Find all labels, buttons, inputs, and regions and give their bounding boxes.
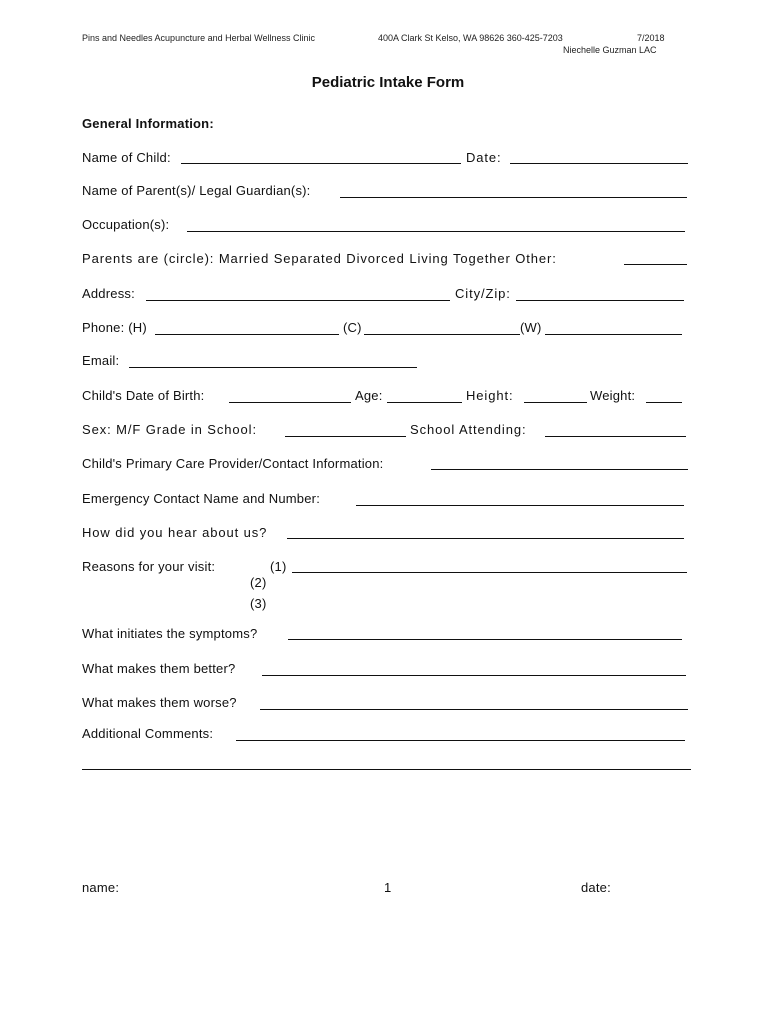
occupation-label: Occupation(s): [82, 217, 170, 232]
dob-field[interactable] [229, 402, 351, 403]
phone-cell-field[interactable] [364, 334, 520, 335]
parent-name-field[interactable] [340, 197, 687, 198]
parent-name-label: Name of Parent(s)/ Legal Guardian(s): [82, 183, 311, 198]
emergency-contact-label: Emergency Contact Name and Number: [82, 491, 321, 506]
reason-2-label: (2) [250, 575, 267, 590]
parents-status-other-field[interactable] [624, 264, 687, 265]
age-label: Age: [355, 388, 383, 403]
phone-work-label: (W) [520, 320, 542, 335]
reason-1-label: (1) [270, 559, 287, 574]
page-title: Pediatric Intake Form [311, 74, 465, 91]
phone-cell-label: (C) [343, 320, 362, 335]
address-field[interactable] [146, 300, 450, 301]
reason-3-label: (3) [250, 596, 267, 611]
clinic-address-phone: 400A Clark St Kelso, WA 98626 360-425-7203 [378, 33, 563, 43]
symptom-initiators-label: What initiates the symptoms? [82, 626, 258, 641]
occupation-field[interactable] [187, 231, 685, 232]
email-label: Email: [82, 353, 120, 368]
worsening-label: What makes them worse? [82, 695, 237, 710]
child-name-label: Name of Child: [82, 150, 171, 165]
city-zip-field[interactable] [516, 300, 684, 301]
reason-1-field[interactable] [292, 572, 687, 573]
child-name-field[interactable] [181, 163, 461, 164]
phone-work-field[interactable] [545, 334, 682, 335]
symptom-initiators-field[interactable] [288, 639, 682, 640]
header-date: 7/2018 [637, 33, 665, 43]
referral-label: How did you hear about us? [82, 525, 268, 540]
pcp-label: Child's Primary Care Provider/Contact Information: [82, 456, 384, 471]
height-field[interactable] [524, 402, 587, 403]
emergency-contact-field[interactable] [356, 505, 684, 506]
school-field[interactable] [545, 436, 686, 437]
referral-field[interactable] [287, 538, 684, 539]
clinic-name: Pins and Needles Acupuncture and Herbal Wellness Clinic [82, 33, 315, 43]
age-field[interactable] [387, 402, 462, 403]
comments-field[interactable] [236, 740, 685, 741]
email-field[interactable] [129, 367, 417, 368]
improvements-field[interactable] [262, 675, 686, 676]
parents-status-label: Parents are (circle): Married Separated Divorced Living Together Other: [82, 251, 557, 266]
footer-name-label: name: [82, 880, 120, 895]
weight-field[interactable] [646, 402, 682, 403]
improvements-label: What makes them better? [82, 661, 236, 676]
dob-label: Child's Date of Birth: [82, 388, 205, 403]
phone-home-label: Phone: (H) [82, 320, 147, 335]
grade-field[interactable] [285, 436, 406, 437]
weight-label: Weight: [590, 388, 636, 403]
comments-field-line-2[interactable] [82, 769, 691, 770]
practitioner-name: Niechelle Guzman LAC [563, 45, 657, 55]
address-label: Address: [82, 286, 135, 301]
school-label: School Attending: [410, 422, 527, 437]
pcp-field[interactable] [431, 469, 688, 470]
worsening-field[interactable] [260, 709, 688, 710]
city-zip-label: City/Zip: [455, 286, 511, 301]
date-label: Date: [466, 150, 502, 165]
section-heading-general: General Information: [82, 116, 214, 131]
phone-home-field[interactable] [155, 334, 339, 335]
reasons-label: Reasons for your visit: [82, 559, 216, 574]
page-number: 1 [384, 880, 392, 895]
date-field[interactable] [510, 163, 688, 164]
sex-grade-label: Sex: M/F Grade in School: [82, 422, 257, 437]
height-label: Height: [466, 388, 514, 403]
footer-date-label: date: [581, 880, 611, 895]
comments-label: Additional Comments: [82, 726, 214, 741]
